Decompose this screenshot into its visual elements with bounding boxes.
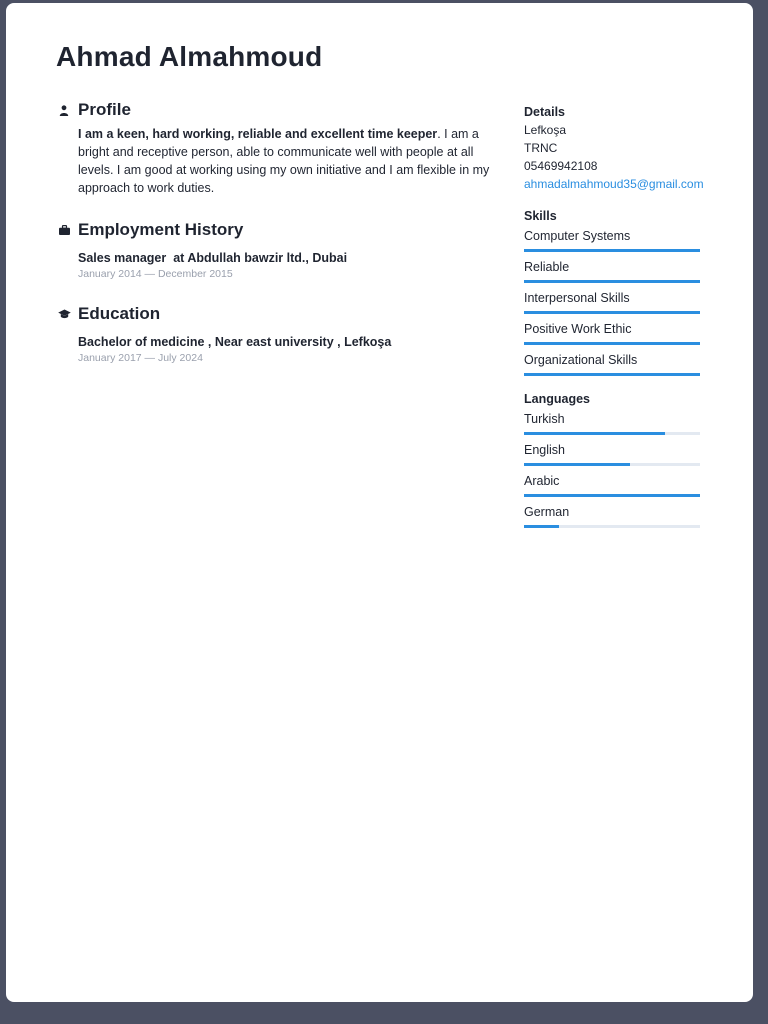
skill-item-level-fill <box>524 311 700 314</box>
details-email-link[interactable]: ahmadalmahmoud35@gmail.com <box>524 177 704 191</box>
education-title: Education <box>78 304 161 323</box>
details-title: Details <box>524 105 565 119</box>
skills-list <box>524 227 702 376</box>
skills-block <box>524 207 702 376</box>
employment-entry-title: Sales manager at Abdullah bawzir ltd., Dubai <box>78 251 348 265</box>
language-item-level-fill <box>524 525 559 528</box>
skill-item-level-fill <box>524 280 700 283</box>
profile-title: Profile <box>78 100 131 119</box>
profile-section <box>56 99 496 197</box>
profile-heading <box>56 99 496 121</box>
languages-title: Languages <box>524 392 590 406</box>
languages-block <box>524 390 702 528</box>
education-entry-dates: January 2017 — July 2024 <box>78 352 203 364</box>
education-section <box>56 303 496 365</box>
employment-entry <box>78 249 496 281</box>
employment-section <box>56 219 496 281</box>
details-block <box>524 103 702 193</box>
skill-item <box>524 227 702 252</box>
briefcase-icon <box>57 223 71 237</box>
language-item-label: Arabic <box>524 474 560 488</box>
employment-title: Employment History <box>78 220 244 239</box>
language-item-level-fill <box>524 463 630 466</box>
skill-item <box>524 289 702 314</box>
skill-item-level-track <box>524 342 700 345</box>
language-item-level-fill <box>524 432 665 435</box>
skill-item-level-track <box>524 373 700 376</box>
language-item-level-track <box>524 463 700 466</box>
skill-item <box>524 258 702 283</box>
skill-item <box>524 320 702 345</box>
language-item-level-track <box>524 494 700 497</box>
language-item-level-track <box>524 432 700 435</box>
language-item <box>524 441 702 466</box>
language-item <box>524 472 702 497</box>
languages-list <box>524 410 702 528</box>
language-item-label: Turkish <box>524 412 565 426</box>
skill-item <box>524 351 702 376</box>
education-entry <box>78 333 496 365</box>
profile-body: . I am a bright and receptive person, able to communicate well with people at all levels. I am good at working using my own initiative and I am flexible in my approach to work duties. <box>78 127 490 195</box>
skill-item-label: Interpersonal Skills <box>524 291 630 305</box>
skill-item-label: Positive Work Ethic <box>524 322 632 336</box>
resume-page <box>6 3 753 1002</box>
profile-lead: I am a keen, hard working, reliable and excellent time keeper <box>78 127 438 141</box>
skill-item-level-track <box>524 249 700 252</box>
profile-text <box>78 125 496 197</box>
details-country: TRNC <box>524 141 558 155</box>
skill-item-level-track <box>524 280 700 283</box>
language-item <box>524 503 702 528</box>
skill-item-level-fill <box>524 342 700 345</box>
language-item-label: English <box>524 443 565 457</box>
skill-item-label: Computer Systems <box>524 229 631 243</box>
language-item <box>524 410 702 435</box>
employment-heading <box>56 219 496 241</box>
language-item-level-track <box>524 525 700 528</box>
details-phone: 05469942108 <box>524 159 598 173</box>
details-city: Lefkoşa <box>524 123 567 137</box>
skills-title: Skills <box>524 209 557 223</box>
skill-item-level-track <box>524 311 700 314</box>
education-entry-title: Bachelor of medicine , Near east university , Lefkoşa <box>78 335 392 349</box>
language-item-label: German <box>524 505 570 519</box>
person-icon <box>57 103 71 117</box>
skill-item-label: Organizational Skills <box>524 353 638 367</box>
resume-name: Ahmad Almahmoud <box>56 41 323 72</box>
employment-entry-dates: January 2014 — December 2015 <box>78 268 233 280</box>
language-item-level-fill <box>524 494 700 497</box>
skill-item-level-fill <box>524 373 700 376</box>
education-heading <box>56 303 496 325</box>
sidebar-column <box>524 103 702 542</box>
skill-item-label: Reliable <box>524 260 570 274</box>
graduation-cap-icon <box>57 307 71 321</box>
main-column <box>56 99 496 387</box>
skill-item-level-fill <box>524 249 700 252</box>
